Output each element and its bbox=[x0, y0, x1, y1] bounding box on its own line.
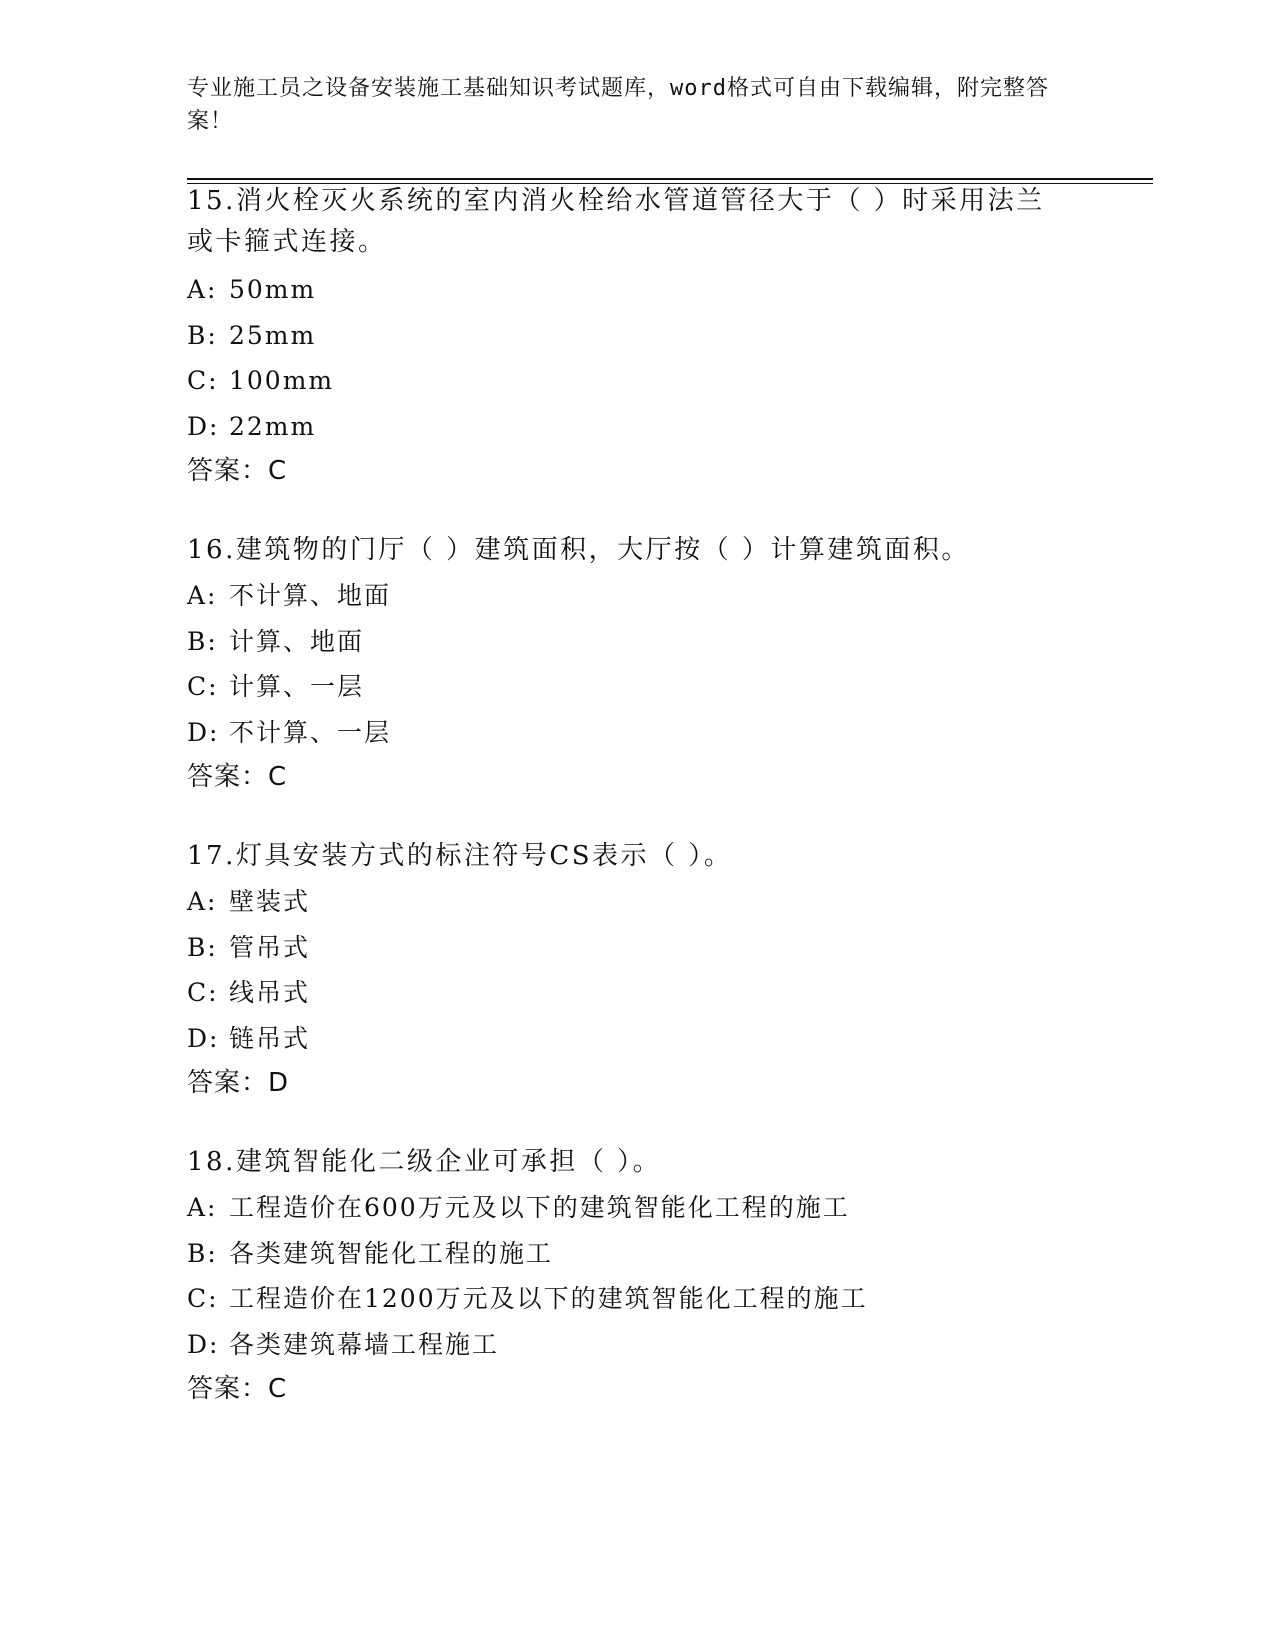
option-text: 线吊式 bbox=[229, 978, 311, 1007]
option-a bbox=[187, 267, 1067, 313]
option-text: 工程造价在1200万元及以下的建筑智能化工程的施工 bbox=[229, 1284, 868, 1313]
option-letter: B: bbox=[187, 1238, 218, 1268]
option-text: 22mm bbox=[229, 411, 317, 441]
question-text: 18.建筑智能化二级企业可承担（ ）。 bbox=[187, 1147, 662, 1177]
option-text: 管吊式 bbox=[229, 932, 311, 962]
option-a bbox=[187, 879, 1067, 925]
option-letter: A: bbox=[187, 1193, 218, 1222]
option-text: 25mm bbox=[229, 320, 317, 350]
header-divider-thick bbox=[187, 178, 1153, 180]
option-text: 壁装式 bbox=[229, 887, 311, 916]
option-b bbox=[187, 1231, 1067, 1277]
option-text: 不计算、地面 bbox=[229, 581, 392, 610]
answer-label: 答案：D bbox=[187, 1068, 290, 1098]
option-text: 各类建筑幕墙工程施工 bbox=[229, 1329, 500, 1359]
question-text: 16.建筑物的门厅（ ）建筑面积，大厅按（ ）计算建筑面积。 bbox=[187, 535, 970, 565]
option-text: 各类建筑智能化工程的施工 bbox=[229, 1238, 554, 1268]
document-header: 专业施工员之设备安装施工基础知识考试题库，word格式可自由下载编辑，附完整答案！ bbox=[187, 76, 1049, 134]
option-text: 100mm bbox=[229, 366, 335, 395]
question-16 bbox=[187, 530, 1067, 799]
option-text: 50mm bbox=[229, 275, 317, 304]
option-letter: D: bbox=[187, 411, 220, 441]
option-letter: A: bbox=[187, 275, 218, 304]
option-letter: D: bbox=[187, 1329, 220, 1359]
option-a bbox=[187, 573, 1067, 619]
question-text: 15.消火栓灭火系统的室内消火栓给水管道管径大于（ ）时采用法兰或卡箍式连接。 bbox=[187, 186, 1045, 257]
option-text: 不计算、一层 bbox=[229, 717, 392, 747]
option-c bbox=[187, 970, 1067, 1016]
option-a bbox=[187, 1185, 1067, 1231]
option-c bbox=[187, 1276, 1067, 1322]
answer-label: 答案：C bbox=[187, 762, 288, 792]
option-text: 链吊式 bbox=[229, 1023, 311, 1053]
option-letter: A: bbox=[187, 887, 218, 916]
option-letter: C: bbox=[187, 978, 219, 1007]
option-letter: B: bbox=[187, 932, 218, 962]
question-18 bbox=[187, 1142, 1067, 1411]
question-15 bbox=[187, 181, 1067, 493]
option-letter: B: bbox=[187, 626, 218, 656]
option-text: 工程造价在600万元及以下的建筑智能化工程的施工 bbox=[229, 1193, 850, 1222]
option-d bbox=[187, 1322, 1067, 1368]
option-letter: D: bbox=[187, 1023, 220, 1053]
option-letter: C: bbox=[187, 672, 219, 701]
option-d bbox=[187, 1016, 1067, 1062]
option-b bbox=[187, 313, 1067, 359]
option-c bbox=[187, 358, 1067, 404]
option-d bbox=[187, 404, 1067, 450]
question-text: 17.灯具安装方式的标注符号CS表示（ ）。 bbox=[187, 841, 733, 871]
option-letter: D: bbox=[187, 717, 220, 747]
option-text: 计算、地面 bbox=[229, 626, 365, 656]
option-c bbox=[187, 664, 1067, 710]
question-17 bbox=[187, 836, 1067, 1105]
option-b bbox=[187, 619, 1067, 665]
option-letter: B: bbox=[187, 320, 218, 350]
answer-label: 答案：C bbox=[187, 456, 288, 486]
answer-label: 答案：C bbox=[187, 1374, 288, 1404]
option-letter: C: bbox=[187, 366, 219, 395]
option-text: 计算、一层 bbox=[229, 672, 365, 701]
option-d bbox=[187, 710, 1067, 756]
option-letter: C: bbox=[187, 1284, 219, 1313]
option-b bbox=[187, 925, 1067, 971]
option-letter: A: bbox=[187, 581, 218, 610]
